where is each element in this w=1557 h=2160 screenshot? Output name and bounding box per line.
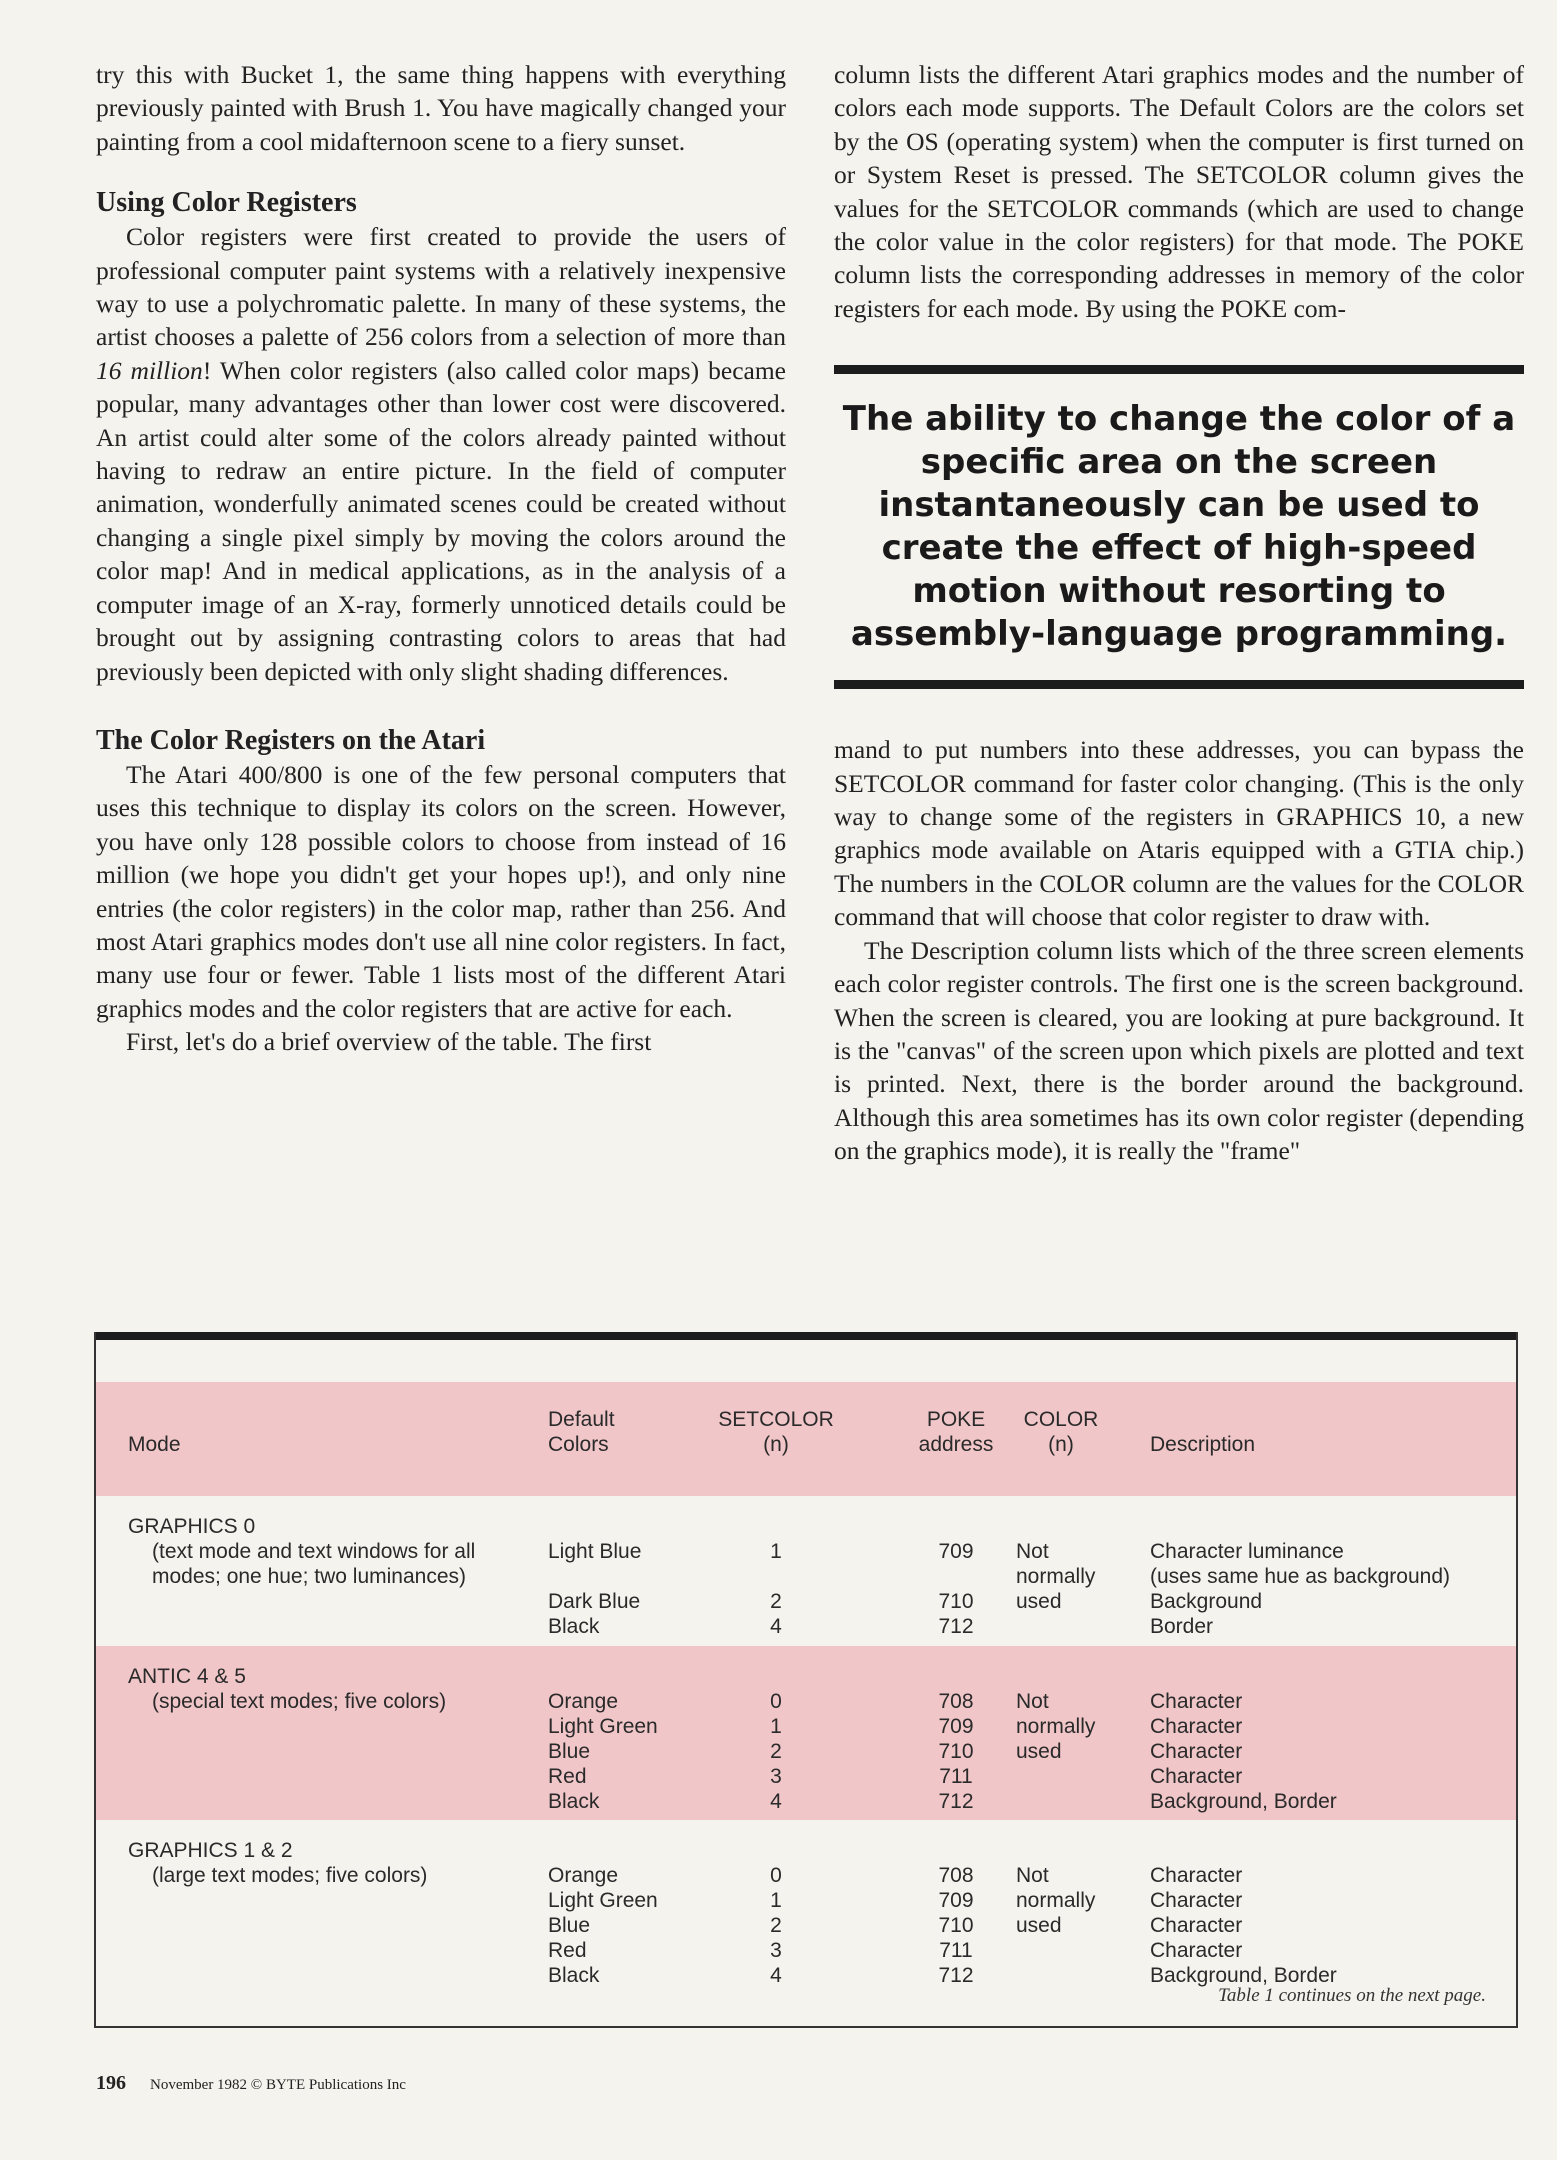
table-footnote: Table 1 continues on the next page.: [1218, 1985, 1486, 2006]
heading-atari-color-registers: The Color Registers on the Atari: [96, 724, 486, 756]
description-paragraph: The Description column lists which of the three screen elements each color register controls. The first one is the screen background. When the screen is cleared, you are looking at pure background. It is the "canvas" of the screen upon which pixels are plotted and text is printed. Next, there is the border around the background. Although this area sometimes has its own color register (depending on the graphics mode), it is really the "frame": [834, 935, 1524, 1166]
poke-addresses: 709 710 712: [938, 1540, 974, 1638]
header-mode: Mode: [128, 1433, 181, 1456]
heading-using-color-registers: Using Color Registers: [96, 187, 357, 219]
setcolor-values: 0 1 2 3 4: [770, 1690, 782, 1813]
header-setcolor: SETCOLOR (n): [718, 1408, 834, 1456]
pull-quote-bottom-rule: [834, 680, 1524, 689]
mode-subtitle: (large text modes; five colors): [152, 1864, 428, 1887]
table-group-graphics-1-2: [96, 1820, 1516, 1990]
overview-paragraph: First, let's do a brief overview of the table. The first: [126, 1027, 652, 1057]
descriptions: Character luminance (uses same hue as background) Background Border: [1150, 1540, 1450, 1638]
using-text-emphasis: 16 million: [96, 355, 203, 385]
setcolor-values: 1 2 4: [770, 1540, 782, 1638]
setcolor-values: 0 1 2 3 4: [770, 1864, 782, 1987]
pull-quote-box: [834, 365, 1524, 689]
table-top-rule: [96, 1332, 1516, 1340]
mode-subtitle: (text mode and text windows for all modes; one hue; two luminances): [152, 1540, 476, 1588]
right-column: [834, 58, 1524, 1168]
default-colors: Orange Light Green Blue Red Black: [548, 1690, 658, 1813]
continued-paragraph: column lists the different Atari graphics modes and the number of colors each mode supports. The Default Colors are the colors set by the OS (operating system) when the computer is first turned on or System Reset is pressed. The SETCOLOR column gives the values for the SETCOLOR commands (which are used to change the color value in the color registers) for that mode. The POKE column lists the corresponding addresses in memory of the color registers for each mode. By using the POKE com-: [834, 60, 1524, 323]
color-values: Not normally used: [1016, 1864, 1096, 1937]
atari-paragraph: The Atari 400/800 is one of the few personal computers that uses this technique to display its colors on the screen. However, you have only 128 possible colors to choose from instead of 16 million (we hope you didn't get your hopes up!), and only nine entries (the color registers) in the color map, rather than 256. And most Atari graphics modes don't use all nine color registers. In fact, many use four or fewer. Table 1 lists most of the different Atari graphics modes and the color registers that are active for each.: [96, 759, 786, 1023]
header-default-colors: Default Colors: [548, 1408, 615, 1456]
footer-credit: November 1982 © BYTE Publications Inc: [150, 2077, 406, 2093]
using-text-b: ! When color registers (also called color maps) became popular, many advantages other than lower cost were discovered. An artist could alter some of the colors already painted without having to redraw an entire picture. In the field of computer animation, wonderfully animated scenes could be created without changing a single pixel simply by moving the colors around the color map! And in medical applications, as in the analysis of a computer image of an X-ray, formerly unnoticed details could be brought out by assigning contrasting colors to areas that had previously been depicted with only slight shading differences.: [96, 355, 786, 686]
using-text-a: Color registers were first created to provide the users of professional computer paint systems with a relatively inexpensive way to use a polychromatic palette. In many of these systems, the artist chooses a palette of 256 colors from a selection of more than: [96, 222, 786, 352]
table-header-row: [96, 1382, 1516, 1496]
pull-quote-top-rule: [834, 365, 1524, 374]
table-group-antic-4-5: [96, 1646, 1516, 1820]
descriptions: Character Character Character Character Background, Border: [1150, 1690, 1337, 1813]
mode-name: GRAPHICS 1 & 2: [128, 1839, 293, 1862]
page-number: 196: [96, 2072, 126, 2094]
default-colors: Light Blue Dark Blue Black: [548, 1540, 642, 1638]
color-values: Not normally used: [1016, 1690, 1096, 1763]
mode-name: ANTIC 4 & 5: [128, 1665, 246, 1688]
pull-quote: The ability to change the color of a specific area on the screen instantaneously can be used to create the effect of high-speed motion without resorting to assembly-language programming.: [842, 399, 1516, 655]
mode-name: GRAPHICS 0: [128, 1515, 256, 1538]
default-colors: Orange Light Green Blue Red Black: [548, 1864, 658, 1987]
header-poke-address: POKE address: [918, 1408, 994, 1456]
intro-paragraph: try this with Bucket 1, the same thing happens with everything previously painted with Brush 1. You have magically changed your painting from a cool midafternoon scene to a fiery sunset.: [96, 60, 786, 156]
table-group-graphics-0: [96, 1496, 1516, 1646]
page-footer: [96, 2072, 406, 2095]
left-column: [96, 58, 786, 1059]
mode-subtitle: (special text modes; five colors): [152, 1690, 447, 1713]
color-register-table: [94, 1332, 1518, 2028]
color-values: Not normally used: [1016, 1540, 1096, 1613]
poke-paragraph: mand to put numbers into these addresses, you can bypass the SETCOLOR command for faster color changing. (This is the only way to change some of the registers in GRAPHICS 10, a new graphics mode available on Ataris equipped with a GTIA chip.) The numbers in the COLOR column are the values for the COLOR command that will choose that color register to draw with.: [834, 735, 1524, 932]
header-description: Description: [1150, 1433, 1256, 1456]
poke-addresses: 708 709 710 711 712: [938, 1690, 974, 1813]
poke-addresses: 708 709 710 711 712: [938, 1864, 974, 1987]
header-color: COLOR (n): [1023, 1408, 1099, 1456]
descriptions: Character Character Character Character Background, Border: [1150, 1864, 1337, 1987]
using-color-registers-paragraph: [96, 220, 786, 688]
